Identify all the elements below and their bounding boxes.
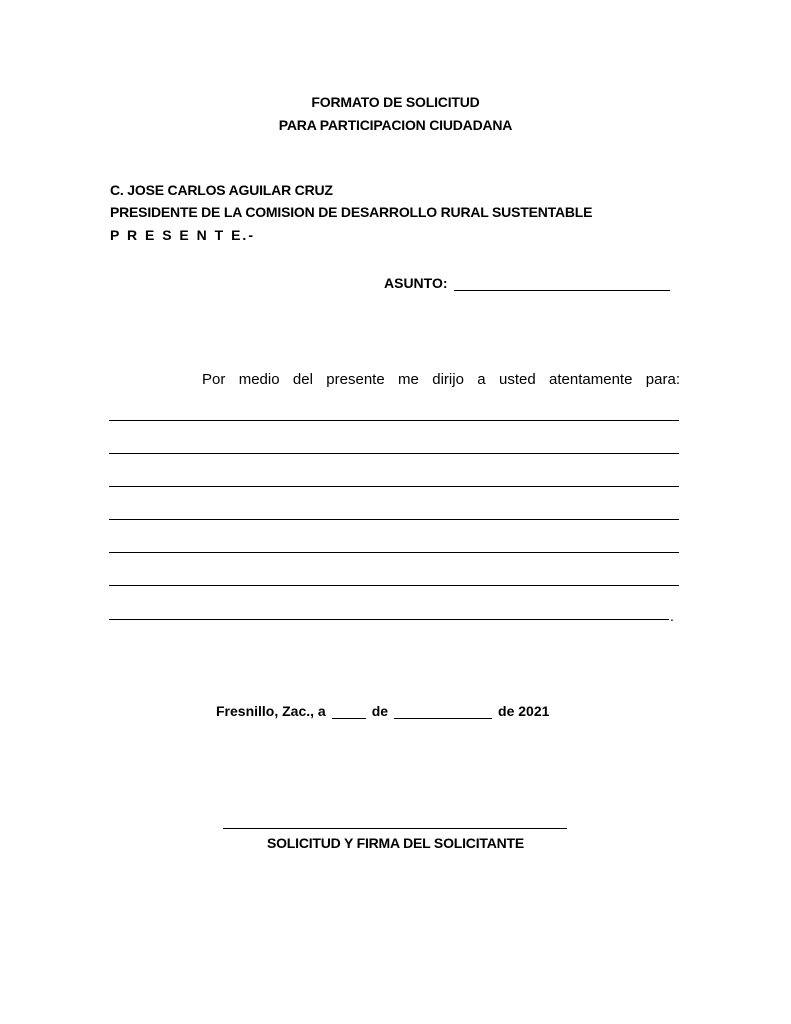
- addressee-name: C. JOSE CARLOS AGUILAR CRUZ: [110, 182, 333, 198]
- request-line[interactable]: [109, 453, 679, 454]
- intro-text: Por medio del presente me dirijo a usted atentamente para:: [202, 371, 680, 388]
- subject-label: ASUNTO:: [384, 275, 448, 291]
- addressee-presente: P R E S E N T E.-: [110, 227, 255, 243]
- form-subtitle: PARA PARTICIPACION CIUDADANA: [278, 117, 513, 133]
- request-line[interactable]: [109, 552, 679, 553]
- signature-label: SOLICITUD Y FIRMA DEL SOLICITANTE: [266, 835, 525, 851]
- request-line[interactable]: [109, 519, 679, 520]
- request-line[interactable]: [109, 585, 679, 586]
- month-field[interactable]: [394, 704, 492, 719]
- request-line-last[interactable]: [109, 619, 669, 620]
- request-line[interactable]: [109, 420, 679, 421]
- date-year: de 2021: [498, 703, 550, 719]
- date-de-1: de: [371, 703, 389, 719]
- date-line: [216, 703, 549, 719]
- form-title: FORMATO DE SOLICITUD: [311, 94, 480, 110]
- signature-line[interactable]: [223, 828, 567, 829]
- addressee-role: PRESIDENTE DE LA COMISION DE DESARROLLO RURAL SUSTENTABLE: [110, 204, 593, 220]
- date-place: Fresnillo, Zac., a: [216, 703, 326, 719]
- request-line[interactable]: [109, 486, 679, 487]
- subject-field[interactable]: [454, 274, 670, 291]
- closing-period: .: [670, 608, 674, 624]
- day-field[interactable]: [332, 704, 366, 719]
- subject-row: [384, 274, 670, 291]
